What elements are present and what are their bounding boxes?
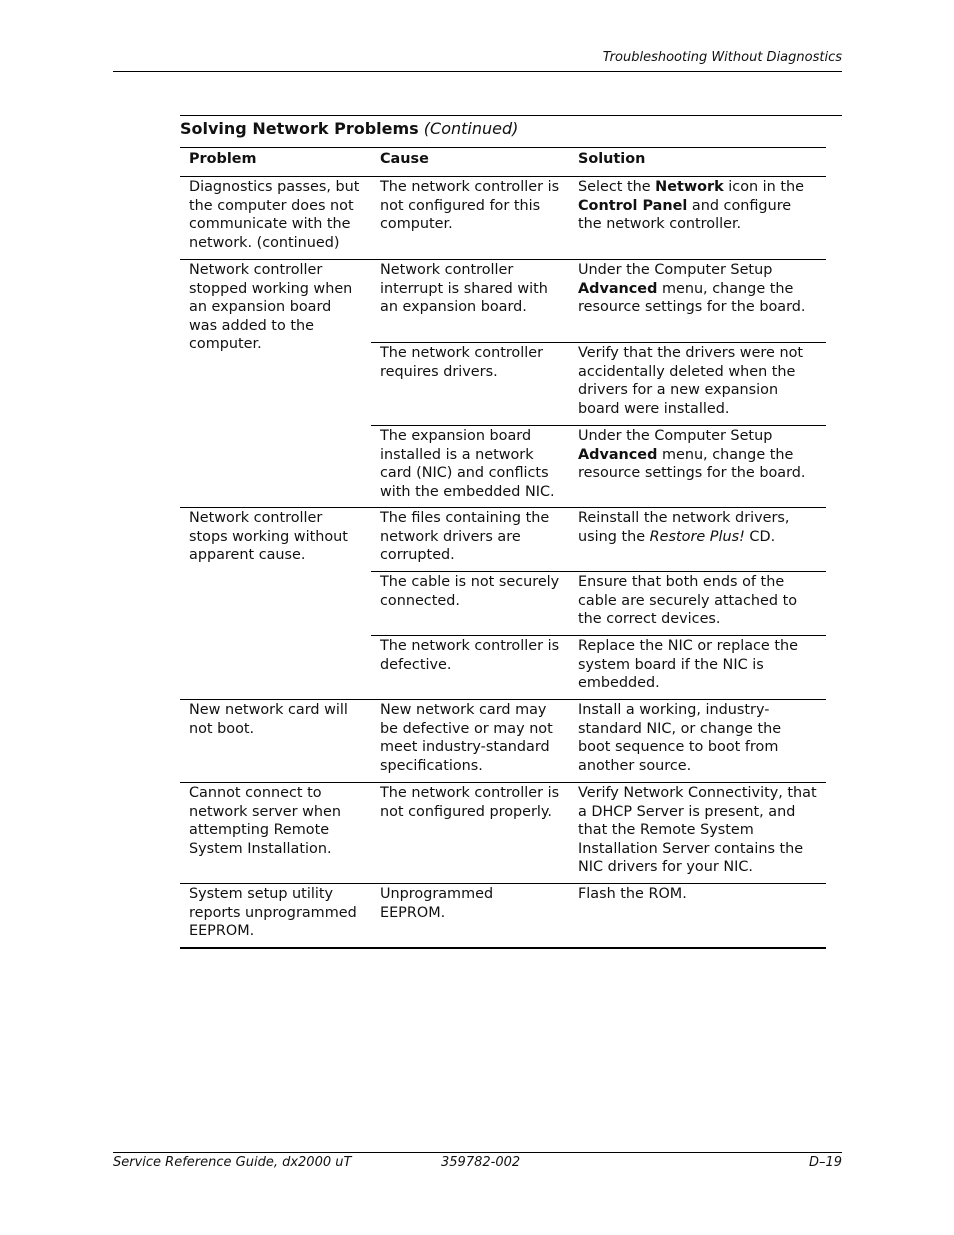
table-row xyxy=(180,783,826,884)
table-row xyxy=(180,508,826,572)
cell-cause: The network controller is not configured properly. xyxy=(371,783,569,884)
cell-solution xyxy=(569,343,826,426)
solution-text-segment: menu, change the resource settings for the board. xyxy=(578,446,806,482)
cell-problem: Diagnostics passes, but the computer does not communicate with the network. (continued) xyxy=(189,179,360,251)
column-header-problem: Problem xyxy=(180,148,371,177)
cell-cause: The network controller requires drivers. xyxy=(371,343,569,426)
table-row xyxy=(180,884,826,948)
solution-text-segment: Replace the NIC or replace the system board if the NIC is embedded. xyxy=(578,638,798,692)
cell-cause: The network controller is not configured for this computer. xyxy=(380,179,560,233)
cell-solution xyxy=(569,572,826,636)
solution-text-segment: Ensure that both ends of the cable are securely attached to the correct devices. xyxy=(578,574,798,628)
table-row xyxy=(180,177,826,260)
cell-problem: New network card will not boot. xyxy=(180,700,371,783)
solution-text-segment: Restore Plus! xyxy=(649,528,745,545)
cell-solution xyxy=(569,636,826,700)
network-problems-table xyxy=(180,147,826,949)
cell-solution xyxy=(569,177,826,260)
caption-rule xyxy=(180,115,842,116)
solution-text-segment: Install a working, industry-standard NIC, or change the boot sequence to boot from another source. xyxy=(578,702,782,774)
table-row xyxy=(180,700,826,783)
column-header-cause: Cause xyxy=(371,148,569,177)
solution-text-segment: Verify Network Connectivity, that a DHCP Server is present, and that the Remote System Installation Server contains the NIC drivers for your NIC. xyxy=(578,785,817,876)
caption-title: Solving Network Problems xyxy=(180,119,419,138)
solution-text-segment: Flash the ROM. xyxy=(578,886,687,902)
footer-rule xyxy=(113,1152,842,1153)
footer-part-number: 359782-002 xyxy=(441,1155,521,1170)
cell-cause: Network controller interrupt is shared with an expansion board. xyxy=(371,260,569,343)
solution-text-segment: Advanced xyxy=(578,446,658,463)
solution-text-segment: Network xyxy=(655,179,724,195)
running-head: Troubleshooting Without Diagnostics xyxy=(602,50,842,65)
table-header-row xyxy=(180,148,826,177)
column-header-solution: Solution xyxy=(569,148,826,177)
footer-guide-title: Service Reference Guide, dx2000 uT xyxy=(113,1155,352,1170)
cell-cause: New network card may be defective or may not meet industry-standard specifications. xyxy=(371,700,569,783)
cell-solution xyxy=(569,426,826,508)
header-rule xyxy=(113,71,842,72)
solution-text-segment: icon in the xyxy=(723,179,804,195)
footer-page-number: D–19 xyxy=(808,1155,842,1170)
cell-cause: The expansion board installed is a network card (NIC) and conflicts with the embedded NIC. xyxy=(371,426,569,508)
table-caption xyxy=(180,119,518,138)
solution-text-segment: and configure the network controller. xyxy=(578,197,792,233)
cell-problem: Network controller stopped working when an expansion board was added to the computer. xyxy=(180,260,371,508)
solution-text-segment: Select the xyxy=(578,179,656,195)
solution-text-segment: Reinstall the network drivers, using the xyxy=(578,510,790,545)
solution-text-segment: Control Panel xyxy=(578,197,688,214)
solution-text-segment: Under the Computer Setup xyxy=(578,428,773,444)
solution-text-segment: Verify that the drivers were not accidentally deleted when the drivers for a new expansion board were installed. xyxy=(578,345,804,417)
cell-cause: The network controller is defective. xyxy=(371,636,569,700)
cell-solution xyxy=(569,700,826,783)
cell-problem: Network controller stops working without apparent cause. xyxy=(180,508,371,700)
cell-cause: The cable is not securely connected. xyxy=(371,572,569,636)
cell-solution xyxy=(569,508,826,572)
solution-text-segment: CD. xyxy=(744,528,776,545)
table-row xyxy=(180,260,826,343)
caption-continued: (Continued) xyxy=(423,119,519,138)
cell-problem: Cannot connect to network server when attempting Remote System Installation. xyxy=(180,783,371,884)
cell-solution xyxy=(569,783,826,884)
cell-solution xyxy=(569,884,826,948)
cell-problem: System setup utility reports unprogrammed EEPROM. xyxy=(180,884,371,948)
cell-solution xyxy=(569,260,826,343)
cell-cause: Unprogrammed EEPROM. xyxy=(371,884,569,948)
solution-text-segment: Advanced xyxy=(578,280,658,297)
cell-cause: The files containing the network drivers are corrupted. xyxy=(371,508,569,572)
solution-text-segment: Under the Computer Setup xyxy=(578,262,773,278)
table-body xyxy=(180,177,826,948)
solution-text-segment: menu, change the resource settings for the board. xyxy=(578,280,806,316)
